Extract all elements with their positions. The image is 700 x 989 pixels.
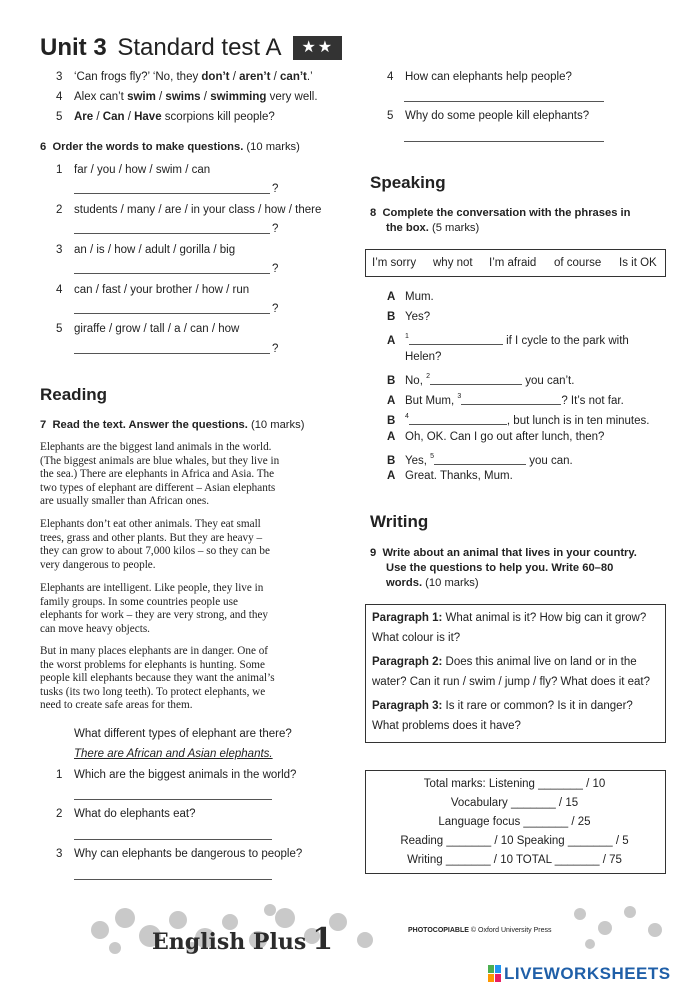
dialogue-line: B $^4$ , but lunch is in ten minutes. [387, 413, 650, 427]
blank-gap[interactable] [461, 394, 561, 405]
answer-line[interactable] [404, 101, 604, 102]
answer-line[interactable] [74, 353, 270, 354]
paragraph-1-prompt: Paragraph 1: What animal is it? How big can it grow? [372, 612, 647, 624]
totals-language: Language focus _______ / 25 [438, 816, 591, 828]
difficulty-stars: ★★ [293, 36, 342, 60]
question-9-heading: 9 Write about an animal that lives in your country. Use the questions to help you. Write 60–80 words. (10 marks) [370, 547, 637, 589]
blank-gap[interactable] [434, 454, 526, 465]
blank-gap[interactable] [409, 334, 503, 345]
copyright-notice: PHOTOCOPIABLE © Oxford University Press [408, 927, 552, 934]
reading-paragraph: But in many places elephants are in danger. One of the worst problems for elephants is hunting. Some people kill elephants because they want the animal’s tusks (its two long teeth). To protect elephants, we need to create safe areas for them. [40, 645, 275, 712]
answer-line[interactable] [74, 273, 270, 274]
blank-gap[interactable] [409, 414, 507, 425]
dialogue-line: Helen? [405, 351, 442, 363]
liveworksheets-icon [488, 965, 501, 982]
dialogue-line: A $^1$ if I cycle to the park with [387, 333, 629, 347]
list-item: 1 far / you / how / swim / can [56, 164, 211, 176]
list-item: 3 Why can elephants be dangerous to people? [56, 848, 303, 860]
phrase: of course [554, 257, 602, 269]
reading-paragraph: Elephants are intelligent. Like people, they live in family groups. In some countries people use elephants for work – they are very strong, and they can move heavy objects. [40, 582, 269, 635]
list-item: 3 ‘Can frogs fly?’ ‘No, they don’t / aren’t / can’t.’ [56, 71, 313, 83]
answer-line[interactable] [74, 193, 270, 194]
page-title: Unit 3 Standard test A ★★ [40, 34, 342, 62]
dialogue-line: B Yes, $^5$ you can. [387, 453, 573, 467]
phrase: why not [433, 257, 473, 269]
answer-line[interactable] [404, 141, 604, 142]
answer-line[interactable] [74, 799, 272, 800]
list-item: 4 Alex can’t swim / swims / swimming very well. [56, 91, 318, 103]
list-item: 2 What do elephants eat? [56, 808, 196, 820]
totals-reading-speaking: Reading _______ / 10 Speaking _______ / 5 [400, 835, 629, 847]
english-plus-logo: English Plus 1 [152, 922, 334, 957]
question-mark: ? [272, 263, 279, 275]
reading-heading: Reading [40, 385, 108, 404]
dialogue-line: A Mum. [387, 291, 434, 303]
list-item: 3 an / is / how / adult / gorilla / big [56, 244, 236, 256]
list-item: 4 can / fast / your brother / how / run [56, 284, 250, 296]
phrase: I’m sorry [372, 257, 417, 269]
list-item: 5 Are / Can / Have scorpions kill people? [56, 111, 275, 123]
paragraph-2-prompt: Paragraph 2: Does this animal live on land or in the [372, 656, 637, 668]
writing-heading: Writing [370, 512, 429, 531]
question-mark: ? [272, 183, 279, 195]
question-6-heading: 6 Order the words to make questions. (10 marks) [40, 141, 300, 153]
dialogue-line: A Oh, OK. Can I go out after lunch, then? [387, 431, 605, 443]
question-mark: ? [272, 343, 279, 355]
question-8-heading: 8 Complete the conversation with the phrases in the box. (5 marks) [370, 207, 631, 234]
list-item: 1 Which are the biggest animals in the world? [56, 769, 297, 781]
paragraph-3-prompt: Paragraph 3: Is it rare or common? Is it in danger? [372, 700, 633, 712]
list-item: 2 students / many / are / in your class / how / there [56, 204, 322, 216]
totals-listening: Total marks: Listening _______ / 10 [423, 778, 606, 790]
liveworksheets-logo[interactable]: LIVEWORKSHEETS [504, 964, 671, 983]
question-7-heading: 7 Read the text. Answer the questions. (10 marks) [40, 419, 305, 431]
dialogue-line: B Yes? [387, 311, 431, 323]
example-question: What different types of elephant are there? [74, 728, 292, 740]
list-item: 5 giraffe / grow / tall / a / can / how [56, 323, 240, 335]
list-item: 4 How can elephants help people? [387, 71, 572, 83]
speaking-heading: Speaking [370, 173, 446, 192]
paragraph-3-prompt: What problems does it have? [372, 720, 521, 732]
totals-vocabulary: Vocabulary _______ / 15 [450, 797, 579, 809]
question-mark: ? [272, 223, 279, 235]
answer-line[interactable] [74, 839, 272, 840]
answer-line[interactable] [74, 313, 270, 314]
example-answer: There are African and Asian elephants. [74, 748, 273, 760]
dialogue-line: A Great. Thanks, Mum. [387, 470, 513, 482]
reading-paragraph: Elephants don’t eat other animals. They eat small trees, grass and other plants. But they are heavy – they can grow to about 7,000 kilos – so they can be very dangerous to people. [40, 518, 270, 571]
dialogue-line: A But Mum, $^3$ ? It’s not far. [387, 393, 624, 407]
phrase: I’m afraid [489, 257, 537, 269]
answer-line[interactable] [74, 233, 270, 234]
question-mark: ? [272, 303, 279, 315]
answer-line[interactable] [74, 879, 272, 880]
paragraph-2-prompt: water? Can it run / swim / jump / fly? What does it eat? [372, 676, 651, 688]
phrase: Is it OK [619, 257, 657, 269]
totals-writing: Writing _______ / 10 TOTAL _______ / 75 [407, 854, 622, 866]
paragraph-1-prompt: What colour is it? [372, 632, 461, 644]
dialogue-line: B No, $^2$ you can’t. [387, 373, 575, 387]
blank-gap[interactable] [430, 374, 522, 385]
reading-paragraph: Elephants are the biggest land animals in the world. (The biggest animals are blue whales, but they live in the sea.) There are elephants in Africa and Asia. The two types of elephant are different – Asian elephants are usually smaller than African ones. [40, 441, 280, 508]
list-item: 5 Why do some people kill elephants? [387, 110, 590, 122]
